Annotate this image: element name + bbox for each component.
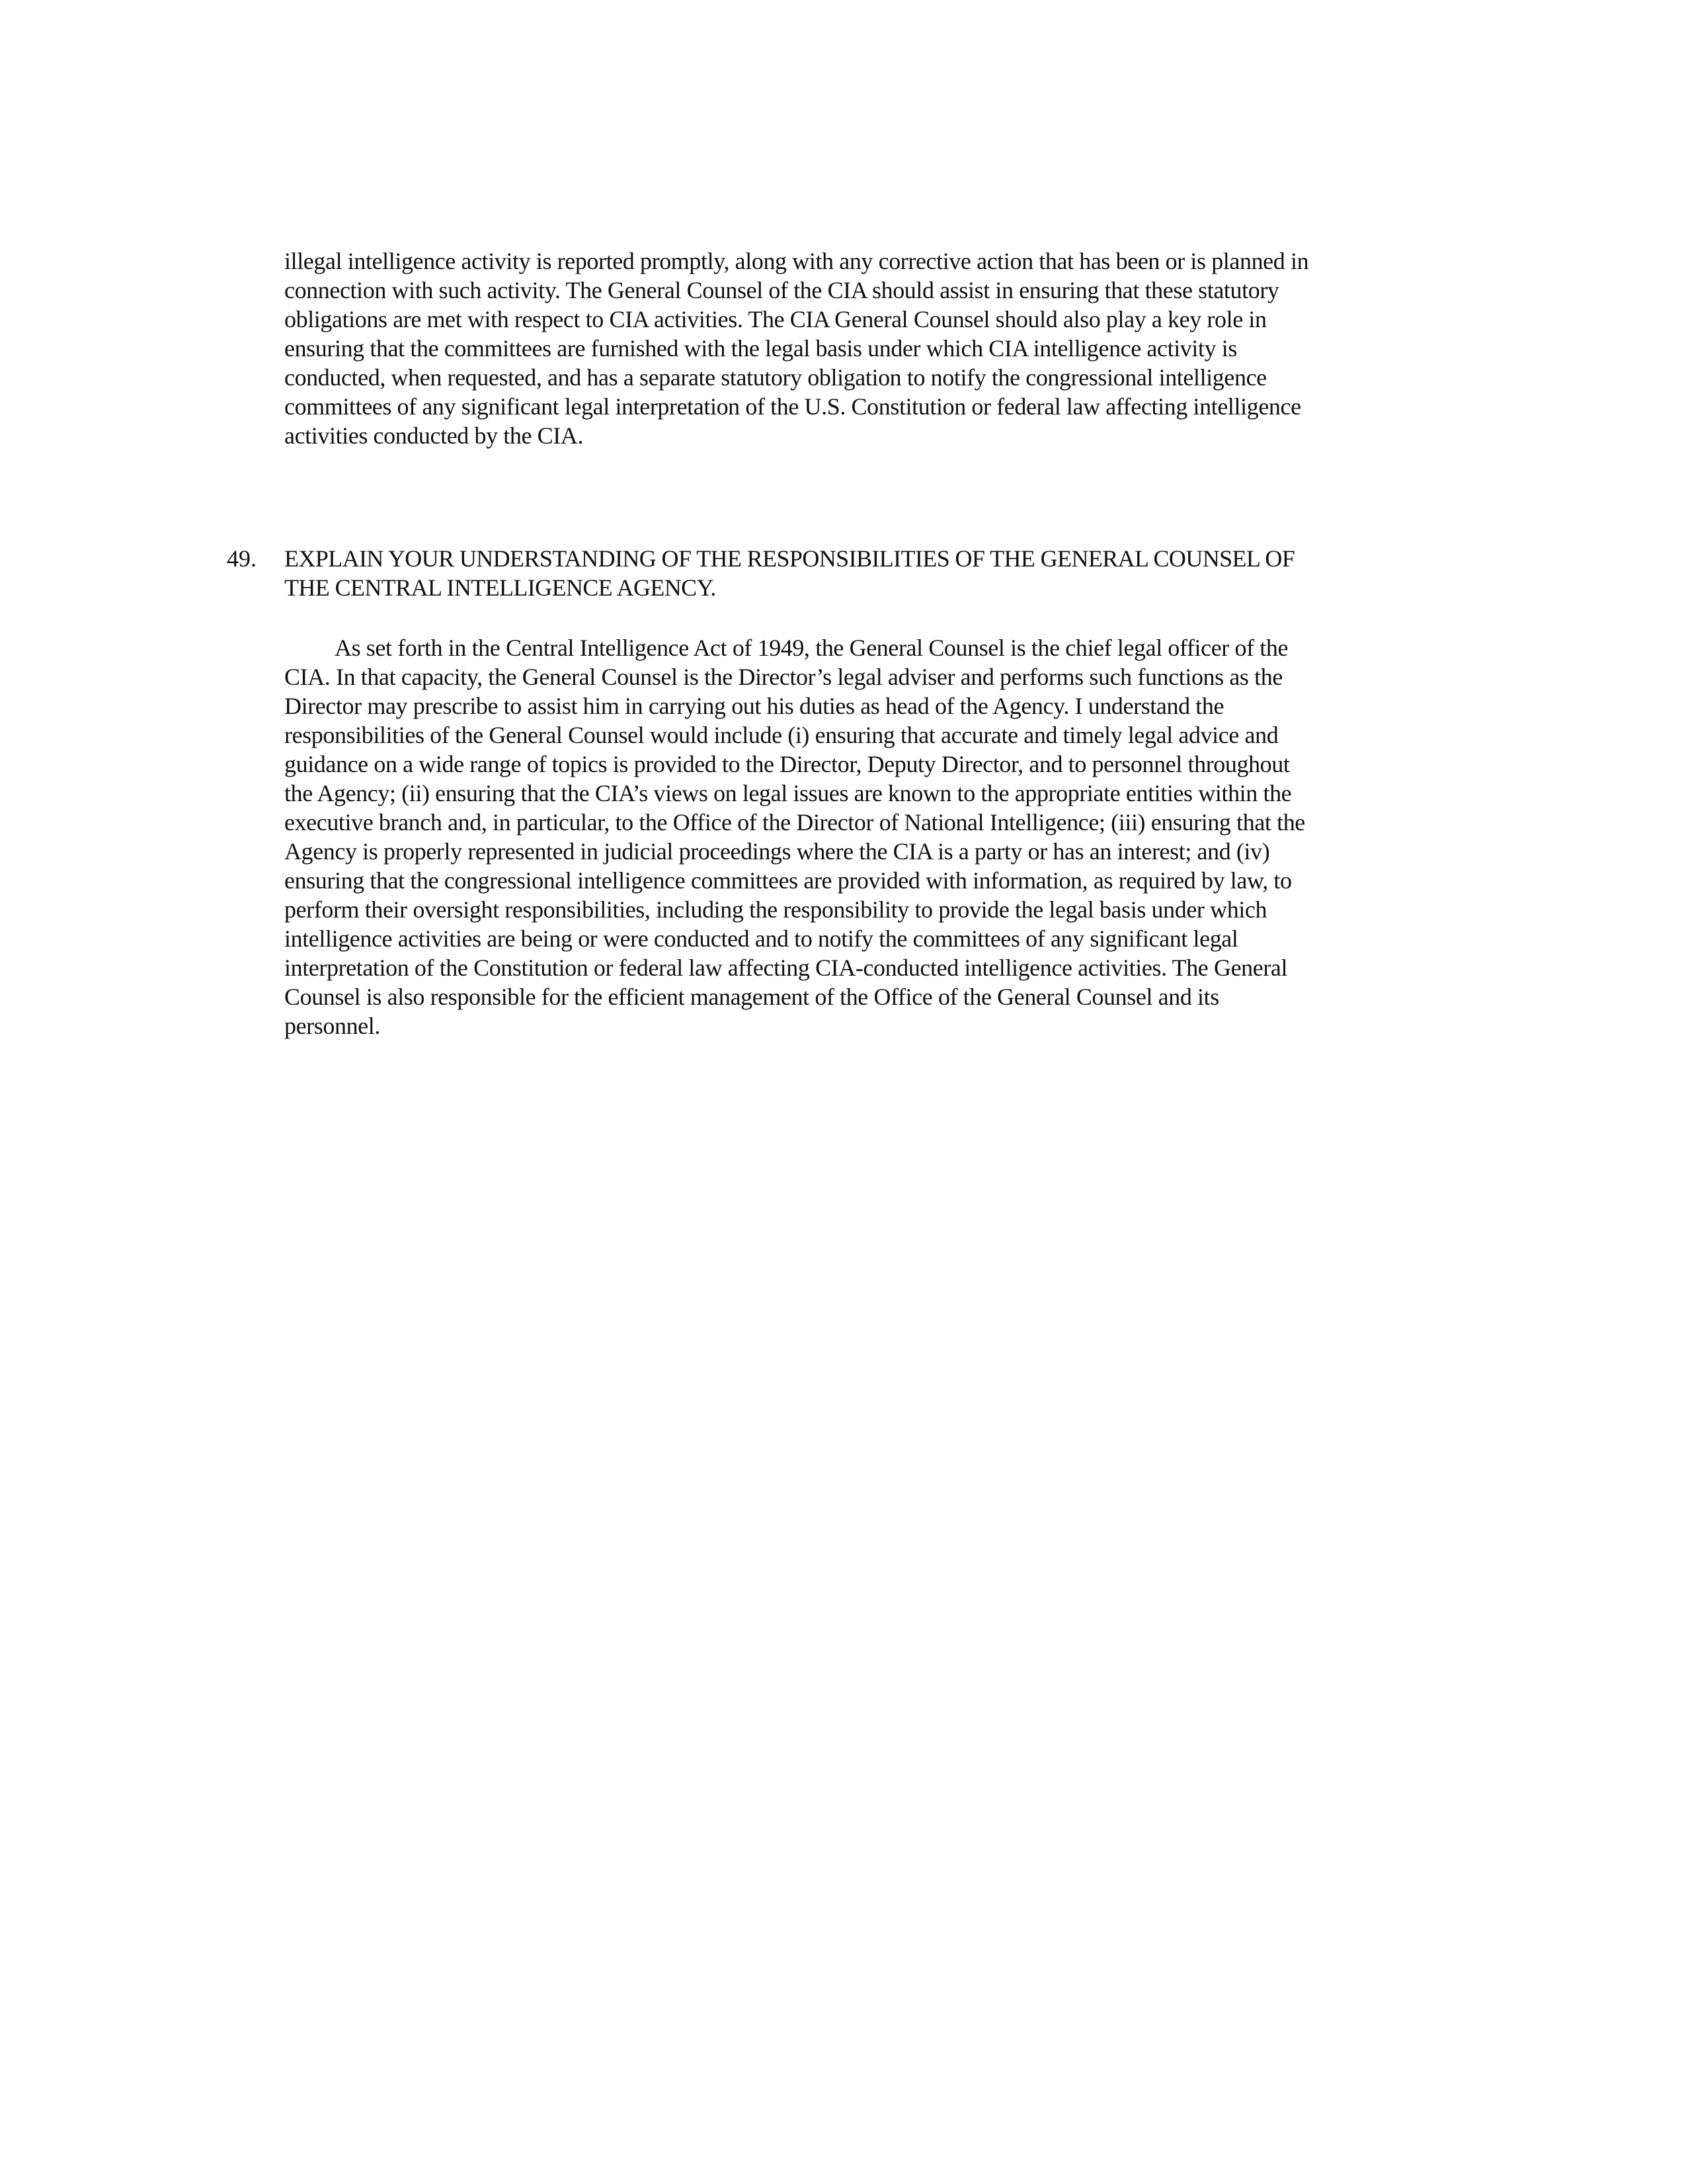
- text-line: Agency is properly represented in judicial proceedings where the CIA is a party or has an interest; and (iv): [284, 838, 1270, 865]
- text-line: ensuring that the congressional intelligence committees are provided with information, as required by law, to: [284, 867, 1292, 894]
- text-line: executive branch and, in particular, to the Office of the Director of National Intelligence; (iii) ensuring that the: [284, 809, 1305, 836]
- text-line: guidance on a wide range of topics is provided to the Director, Deputy Director, and to personnel throughout: [284, 751, 1290, 777]
- question-text-line: EXPLAIN YOUR UNDERSTANDING OF THE RESPONSIBILITIES OF THE GENERAL COUNSEL OF: [284, 545, 1295, 572]
- text-line: personnel.: [284, 1013, 380, 1039]
- text-line: illegal intelligence activity is reported promptly, along with any corrective action that has been or is planned in: [284, 248, 1309, 274]
- text-line: intelligence activities are being or were conducted and to notify the committees of any significant legal: [284, 925, 1238, 952]
- text-line: connection with such activity. The General Counsel of the CIA should assist in ensuring that these statutory: [284, 277, 1279, 303]
- text-line: obligations are met with respect to CIA activities. The CIA General Counsel should also play a key role in: [284, 306, 1267, 332]
- text-line: ensuring that the committees are furnished with the legal basis under which CIA intelligence activity is: [284, 335, 1238, 362]
- text-line: committees of any significant legal interpretation of the U.S. Constitution or federal law affecting intelligence: [284, 393, 1301, 420]
- text-line: CIA. In that capacity, the General Counsel is the Director’s legal adviser and performs such functions as the: [284, 664, 1283, 690]
- text-line: the Agency; (ii) ensuring that the CIA’s views on legal issues are known to the appropriate entities within the: [284, 780, 1292, 806]
- text-line: perform their oversight responsibilities, including the responsibility to provide the legal basis under which: [284, 896, 1267, 923]
- text-line: conducted, when requested, and has a separate statutory obligation to notify the congressional intelligence: [284, 364, 1267, 391]
- text-line: Counsel is also responsible for the efficient management of the Office of the General Counsel and its: [284, 984, 1219, 1010]
- text-line: responsibilities of the General Counsel would include (i) ensuring that accurate and timely legal advice and: [284, 722, 1279, 748]
- text-line: activities conducted by the CIA.: [284, 422, 584, 449]
- question-text-line: THE CENTRAL INTELLIGENCE AGENCY.: [284, 574, 716, 601]
- text-line: As set forth in the Central Intelligence Act of 1949, the General Counsel is the chief legal officer of the: [335, 635, 1289, 661]
- text-line: Director may prescribe to assist him in carrying out his duties as head of the Agency. I understand the: [284, 693, 1224, 719]
- question-number: 49.: [227, 545, 257, 572]
- text-line: interpretation of the Constitution or federal law affecting CIA-conducted intelligence activities. The General: [284, 955, 1288, 981]
